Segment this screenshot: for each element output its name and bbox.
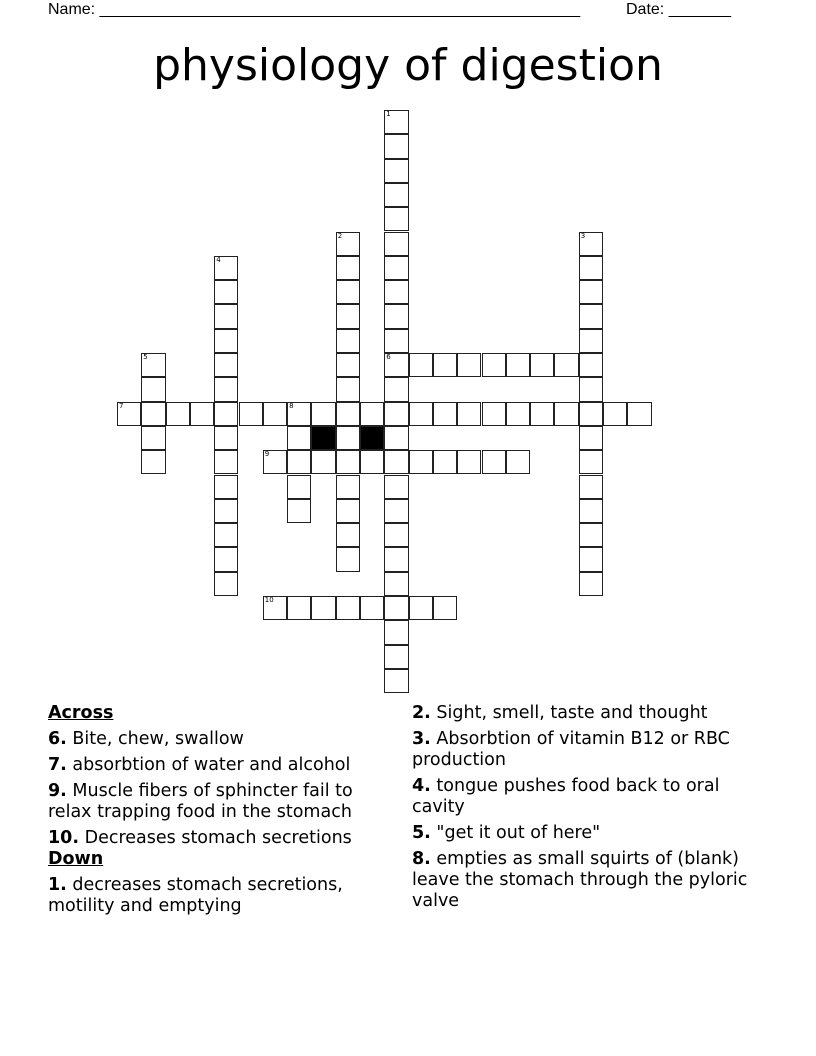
grid-cell[interactable] (554, 353, 578, 377)
grid-cell[interactable] (409, 596, 433, 620)
grid-cell[interactable] (214, 523, 238, 547)
grid-cell[interactable] (579, 450, 603, 474)
grid-cell[interactable] (457, 402, 481, 426)
grid-cell[interactable] (336, 256, 360, 280)
grid-cell[interactable] (579, 499, 603, 523)
date-field[interactable]: Date: _______ (626, 1, 731, 18)
grid-cell[interactable] (214, 572, 238, 596)
grid-cell[interactable] (482, 450, 506, 474)
grid-cell[interactable] (579, 232, 603, 256)
grid-cell[interactable] (554, 402, 578, 426)
grid-cell[interactable] (384, 523, 408, 547)
clue-text: "get it out of here" (436, 823, 601, 843)
grid-cell[interactable] (336, 547, 360, 571)
grid-cell[interactable] (336, 596, 360, 620)
grid-cell[interactable] (336, 402, 360, 426)
grid-cell[interactable] (336, 475, 360, 499)
clue-number-label: 9 (264, 450, 270, 459)
clue-text: Bite, chew, swallow (72, 729, 244, 749)
grid-cell[interactable] (117, 402, 141, 426)
grid-cell[interactable] (311, 596, 335, 620)
clue-number-label: 7 (119, 401, 124, 410)
grid-cell[interactable] (384, 280, 408, 304)
clue-down-3 (412, 729, 757, 771)
grid-cell[interactable] (433, 353, 457, 377)
clue-down-5 (412, 823, 757, 844)
grid-cell[interactable] (603, 402, 627, 426)
grid-cell[interactable] (579, 353, 603, 377)
grid-cell[interactable] (627, 402, 651, 426)
grid-cell[interactable] (579, 475, 603, 499)
grid-cell[interactable] (579, 280, 603, 304)
grid-cell[interactable] (214, 377, 238, 401)
clue-text: decreases stomach secretions, motility and emptying (48, 875, 343, 916)
grid-cell[interactable] (214, 280, 238, 304)
clue-across-10 (48, 828, 393, 849)
grid-cell[interactable] (311, 450, 335, 474)
grid-cell[interactable] (506, 353, 530, 377)
grid-cell[interactable] (287, 596, 311, 620)
grid-cell[interactable] (384, 475, 408, 499)
grid-cell[interactable] (360, 596, 384, 620)
grid-cell[interactable] (530, 353, 554, 377)
grid-cell[interactable] (336, 280, 360, 304)
grid-cell[interactable] (214, 304, 238, 328)
grid-cell[interactable] (384, 547, 408, 571)
grid-cell[interactable] (409, 353, 433, 377)
grid-cell[interactable] (506, 402, 530, 426)
clue-number: 6. (48, 729, 67, 749)
clue-number: 7. (48, 755, 67, 775)
clue-number-label: 4 (216, 255, 221, 264)
grid-cell[interactable] (287, 499, 311, 523)
grid-cell[interactable] (384, 183, 408, 207)
page-title: physiology of digestion (153, 40, 663, 91)
grid-cell[interactable] (384, 572, 408, 596)
clue-text: absorbtion of water and alcohol (72, 755, 351, 775)
grid-cell[interactable] (287, 450, 311, 474)
clue-across-6 (48, 729, 393, 750)
grid-cell[interactable] (311, 402, 335, 426)
grid-cell[interactable] (214, 256, 238, 280)
grid-cell[interactable] (214, 353, 238, 377)
grid-cell[interactable] (384, 159, 408, 183)
black-cell (311, 426, 335, 450)
clue-across-9 (48, 781, 393, 823)
clue-number-label: 10 (264, 596, 274, 604)
grid-cell[interactable] (214, 402, 238, 426)
grid-cell[interactable] (214, 329, 238, 353)
clue-text: Sight, smell, taste and thought (436, 703, 708, 723)
clue-down-1 (48, 875, 393, 917)
grid-cell[interactable] (384, 669, 408, 693)
grid-cell[interactable] (433, 596, 457, 620)
grid-cell[interactable] (579, 572, 603, 596)
clue-text: Decreases stomach secretions (84, 828, 352, 848)
grid-cell[interactable] (384, 377, 408, 401)
clue-number: 4. (412, 776, 431, 796)
name-field[interactable]: Name: ______________________________________________________ (48, 1, 581, 18)
clues-left-column (48, 703, 393, 922)
grid-cell[interactable] (384, 402, 408, 426)
clue-number: 9. (48, 781, 67, 801)
grid-cell[interactable] (433, 402, 457, 426)
grid-cell[interactable] (360, 402, 384, 426)
down-heading: Down (48, 849, 104, 869)
grid-cell[interactable] (336, 426, 360, 450)
grid-cell[interactable] (384, 499, 408, 523)
grid-cell[interactable] (506, 450, 530, 474)
grid-cell[interactable] (433, 450, 457, 474)
clue-down-2 (412, 703, 757, 724)
grid-cell[interactable] (287, 402, 311, 426)
grid-cell[interactable] (482, 402, 506, 426)
clue-text: Absorbtion of vitamin B12 or RBC production (412, 729, 730, 770)
grid-cell[interactable] (336, 329, 360, 353)
clue-number: 1. (48, 875, 67, 895)
grid-cell[interactable] (384, 450, 408, 474)
grid-cell[interactable] (457, 450, 481, 474)
clue-number-label: 8 (289, 401, 294, 410)
clue-number-label: 1 (386, 110, 391, 118)
grid-cell[interactable] (384, 304, 408, 328)
grid-cell[interactable] (141, 377, 165, 401)
grid-cell[interactable] (336, 450, 360, 474)
grid-cell[interactable] (166, 402, 190, 426)
grid-cell[interactable] (336, 353, 360, 377)
grid-cell[interactable] (336, 523, 360, 547)
clue-text: tongue pushes food back to oral cavity (412, 776, 720, 817)
grid-cell[interactable] (336, 499, 360, 523)
grid-cell[interactable] (141, 426, 165, 450)
grid-cell[interactable] (384, 207, 408, 231)
grid-cell[interactable] (579, 402, 603, 426)
grid-cell[interactable] (579, 547, 603, 571)
clue-number: 8. (412, 849, 431, 869)
clues-right-column (412, 703, 757, 917)
grid-cell[interactable] (263, 402, 287, 426)
grid-cell[interactable] (214, 426, 238, 450)
black-cell (360, 426, 384, 450)
grid-cell[interactable] (336, 377, 360, 401)
grid-cell[interactable] (579, 329, 603, 353)
grid-cell[interactable] (530, 402, 554, 426)
grid-cell[interactable] (384, 353, 408, 377)
grid-cell[interactable] (287, 426, 311, 450)
clue-text: Muscle fibers of sphincter fail to relax trapping food in the stomach (48, 781, 353, 822)
grid-cell[interactable] (384, 110, 408, 134)
clue-number: 2. (412, 703, 431, 723)
grid-cell[interactable] (579, 426, 603, 450)
grid-cell[interactable] (190, 402, 214, 426)
grid-cell[interactable] (141, 450, 165, 474)
clue-number: 5. (412, 823, 431, 843)
grid-cell[interactable] (263, 450, 287, 474)
clue-text: empties as small squirts of (blank) leave the stomach through the pyloric valve (412, 849, 748, 911)
grid-cell[interactable] (214, 475, 238, 499)
clue-down-8 (412, 849, 757, 912)
clue-number: 3. (412, 729, 431, 749)
clue-number-label: 2 (337, 231, 343, 240)
grid-cell[interactable] (482, 353, 506, 377)
clue-number-label: 6 (386, 353, 391, 361)
grid-cell[interactable] (336, 232, 360, 256)
grid-cell[interactable] (384, 596, 408, 620)
clue-number-label: 5 (143, 353, 148, 361)
grid-cell[interactable] (263, 596, 287, 620)
across-heading: Across (48, 703, 114, 723)
grid-cell[interactable] (360, 450, 384, 474)
grid-cell[interactable] (579, 256, 603, 280)
grid-cell[interactable] (287, 475, 311, 499)
grid-cell[interactable] (457, 353, 481, 377)
grid-cell[interactable] (214, 450, 238, 474)
grid-cell[interactable] (409, 450, 433, 474)
grid-cell[interactable] (336, 304, 360, 328)
grid-cell[interactable] (384, 426, 408, 450)
grid-cell[interactable] (409, 402, 433, 426)
grid-cell[interactable] (579, 523, 603, 547)
grid-cell[interactable] (384, 645, 408, 669)
grid-cell[interactable] (141, 353, 165, 377)
grid-cell[interactable] (384, 329, 408, 353)
grid-cell[interactable] (384, 620, 408, 644)
grid-cell[interactable] (214, 547, 238, 571)
grid-cell[interactable] (579, 304, 603, 328)
grid-cell[interactable] (239, 402, 263, 426)
clue-across-7 (48, 755, 393, 776)
grid-cell[interactable] (384, 256, 408, 280)
grid-cell[interactable] (141, 402, 165, 426)
grid-cell[interactable] (384, 232, 408, 256)
clue-down-4 (412, 776, 757, 818)
grid-cell[interactable] (579, 377, 603, 401)
clue-number-label: 3 (580, 231, 586, 240)
clue-number: 10. (48, 828, 80, 848)
grid-cell[interactable] (214, 499, 238, 523)
grid-cell[interactable] (384, 134, 408, 158)
